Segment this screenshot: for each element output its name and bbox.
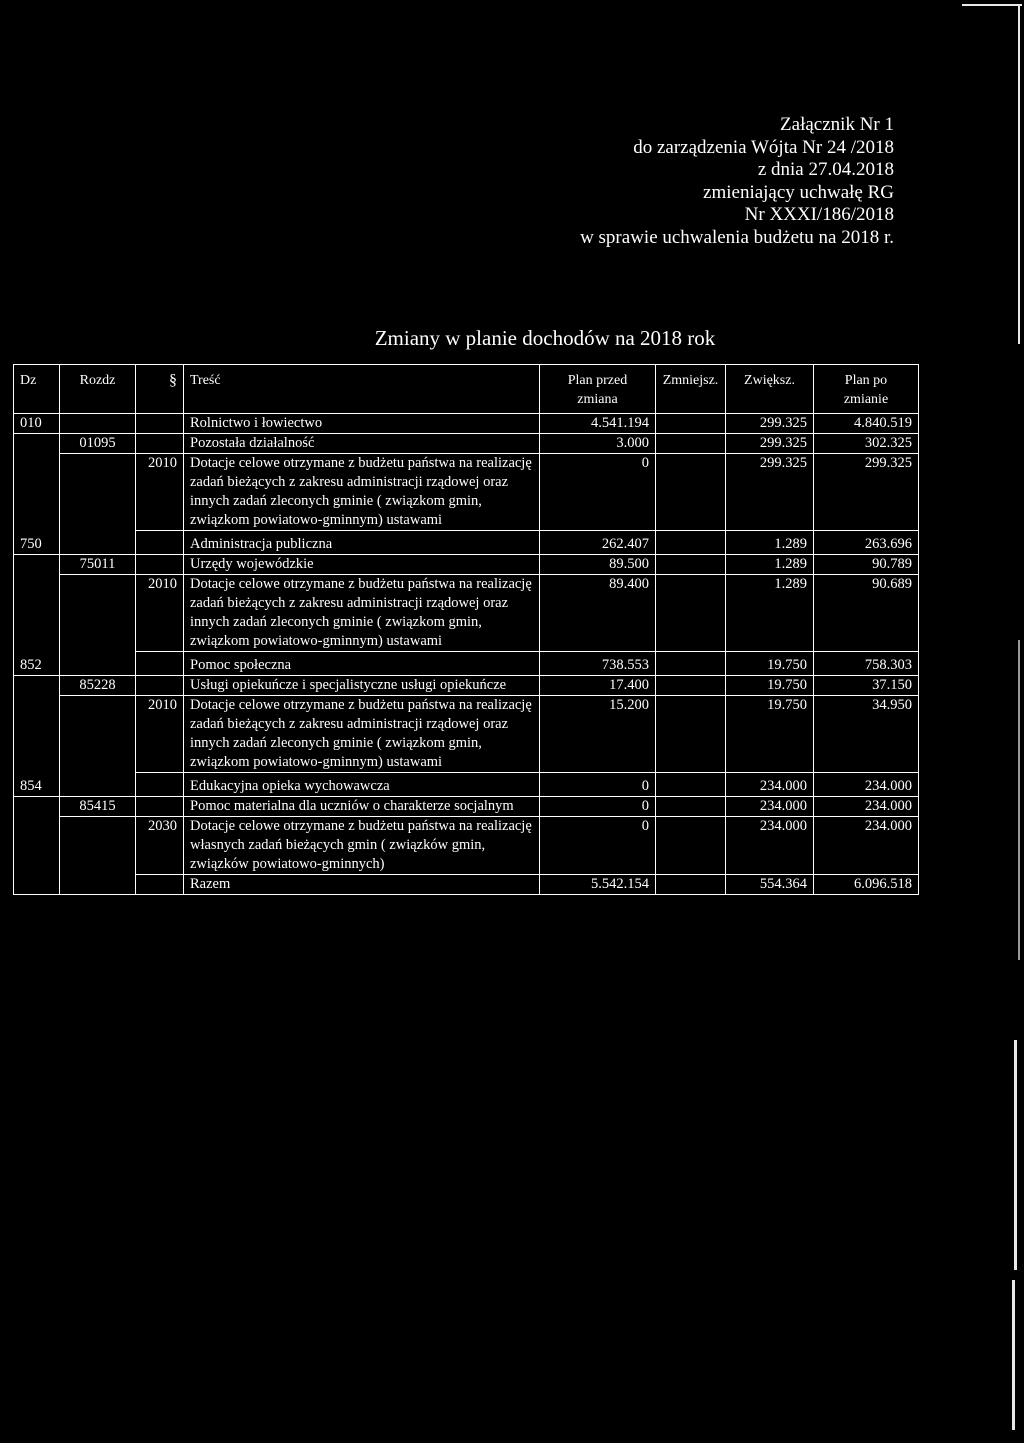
- cell-plan-after: 4.840.519: [814, 414, 919, 434]
- cell-tresc: Rolnictwo i łowiectwo: [184, 414, 540, 434]
- cell-plan-before: 17.400: [540, 676, 656, 696]
- cell-decrease: [656, 555, 726, 575]
- cell-dz: [14, 696, 60, 773]
- header-line: Nr XXXI/186/2018: [744, 204, 894, 225]
- cell-decrease: [656, 797, 726, 817]
- header-line: z dnia 27.04.2018: [757, 159, 894, 180]
- cell-dz: [14, 875, 60, 895]
- cell-paragraph: 2010: [136, 575, 184, 652]
- cell-tresc: Urzędy wojewódzkie: [184, 555, 540, 575]
- table-row: [14, 575, 919, 652]
- column-header-dz: Dz: [14, 365, 60, 414]
- cell-paragraph: [136, 434, 184, 454]
- table-row: [14, 414, 919, 434]
- cell-rozdz: [60, 531, 136, 555]
- table-row: [14, 676, 919, 696]
- cell-decrease: [656, 434, 726, 454]
- cell-dz: 750: [14, 531, 60, 555]
- cell-plan-before: 89.400: [540, 575, 656, 652]
- cell-rozdz: 85228: [60, 676, 136, 696]
- table-row: [14, 454, 919, 531]
- section-sign-icon: §: [169, 372, 177, 389]
- total-increase: 554.364: [726, 875, 814, 895]
- table-row: [14, 652, 919, 676]
- cell-rozdz: [60, 454, 136, 531]
- cell-dz: 854: [14, 773, 60, 797]
- cell-plan-before: 262.407: [540, 531, 656, 555]
- cell-plan-before: 738.553: [540, 652, 656, 676]
- total-plan-after: 6.096.518: [814, 875, 919, 895]
- cell-tresc: Dotacje celowe otrzymane z budżetu państwa na realizację zadań bieżących z zakresu administracji rządowej oraz innych zadań zleconych gminie ( związkom gmin, związkom powiatowo-gminnym) ustawami: [184, 454, 540, 531]
- cell-tresc: Dotacje celowe otrzymane z budżetu państwa na realizację zadań bieżących z zakresu administracji rządowej oraz innych zadań zleconych gminie ( związkom gmin, związkom powiatowo-gminnym) ustawami: [184, 696, 540, 773]
- column-header-rozdz: Rozdz: [60, 365, 136, 414]
- cell-rozdz: [60, 696, 136, 773]
- cell-paragraph: [136, 875, 184, 895]
- scan-edge-line: [1018, 640, 1020, 960]
- header-line: w sprawie uchwalenia budżetu na 2018 r.: [580, 226, 894, 248]
- cell-plan-after: 758.303: [814, 652, 919, 676]
- cell-paragraph: [136, 414, 184, 434]
- column-header-plan-after-line2: zmianie: [843, 392, 889, 407]
- column-header-decrease: Zmniejsz.: [656, 365, 726, 414]
- cell-plan-after: 34.950: [814, 696, 919, 773]
- cell-dz: [14, 676, 60, 696]
- table-row: [14, 797, 919, 817]
- cell-decrease: [656, 817, 726, 875]
- cell-plan-before: 0: [540, 797, 656, 817]
- cell-increase: 1.289: [726, 555, 814, 575]
- cell-dz: [14, 797, 60, 817]
- cell-plan-after: 37.150: [814, 676, 919, 696]
- cell-plan-after: 302.325: [814, 434, 919, 454]
- table-header-row: [14, 365, 919, 414]
- cell-paragraph: [136, 531, 184, 555]
- cell-paragraph: [136, 797, 184, 817]
- cell-plan-after: 234.000: [814, 797, 919, 817]
- scan-edge-line: [1012, 1280, 1015, 1430]
- cell-tresc: Dotacje celowe otrzymane z budżetu państwa na realizację własnych zadań bieżących gmin ( związków gmin, związków powiatowo-gminnych): [184, 817, 540, 875]
- column-header-paragraph: [136, 365, 184, 414]
- cell-rozdz: [60, 575, 136, 652]
- cell-decrease: [656, 414, 726, 434]
- column-header-increase: Zwiększ.: [726, 365, 814, 414]
- cell-plan-before: 4.541.194: [540, 414, 656, 434]
- scan-edge-line: [1014, 1040, 1017, 1270]
- total-decrease: [656, 875, 726, 895]
- cell-decrease: [656, 696, 726, 773]
- cell-plan-before: 89.500: [540, 555, 656, 575]
- cell-plan-before: 0: [540, 773, 656, 797]
- cell-increase: 19.750: [726, 652, 814, 676]
- cell-rozdz: [60, 773, 136, 797]
- cell-dz: [14, 434, 60, 454]
- cell-plan-after: 263.696: [814, 531, 919, 555]
- column-header-plan-after: [814, 365, 919, 414]
- column-header-plan-before: [540, 365, 656, 414]
- cell-decrease: [656, 454, 726, 531]
- header-line: Załącznik Nr 1: [780, 114, 894, 135]
- column-header-plan-after-line1: Plan po: [844, 373, 888, 388]
- total-plan-before: 5.542.154: [540, 875, 656, 895]
- column-header-plan-before-line1: Plan przed: [567, 373, 628, 388]
- cell-increase: 19.750: [726, 676, 814, 696]
- cell-rozdz: 75011: [60, 555, 136, 575]
- document-title: Zmiany w planie dochodów na 2018 rok: [374, 326, 716, 350]
- cell-rozdz: 01095: [60, 434, 136, 454]
- cell-plan-after: 234.000: [814, 773, 919, 797]
- cell-dz: [14, 555, 60, 575]
- cell-paragraph: [136, 676, 184, 696]
- cell-plan-before: 15.200: [540, 696, 656, 773]
- cell-dz: [14, 817, 60, 875]
- cell-paragraph: 2010: [136, 454, 184, 531]
- cell-rozdz: [60, 817, 136, 875]
- table-row: [14, 434, 919, 454]
- cell-dz: [14, 575, 60, 652]
- cell-plan-after: 90.789: [814, 555, 919, 575]
- column-header-plan-before-line2: zmiana: [577, 392, 618, 407]
- cell-plan-after: 234.000: [814, 817, 919, 875]
- cell-increase: 234.000: [726, 797, 814, 817]
- table-row: [14, 773, 919, 797]
- cell-tresc: Pomoc społeczna: [184, 652, 540, 676]
- cell-tresc: Dotacje celowe otrzymane z budżetu państwa na realizację zadań bieżących z zakresu administracji rządowej oraz innych zadań zleconych gminie ( związkom gmin, związkom powiatowo-gminnym) ustawami: [184, 575, 540, 652]
- cell-tresc: Pozostała działalność: [184, 434, 540, 454]
- cell-rozdz: [60, 652, 136, 676]
- cell-paragraph: 2010: [136, 696, 184, 773]
- cell-increase: 19.750: [726, 696, 814, 773]
- cell-plan-after: 90.689: [814, 575, 919, 652]
- cell-dz: [14, 454, 60, 531]
- cell-increase: 299.325: [726, 414, 814, 434]
- total-row: [14, 875, 919, 895]
- cell-tresc: Usługi opiekuńcze i specjalistyczne usługi opiekuńcze: [184, 676, 540, 696]
- cell-plan-before: 3.000: [540, 434, 656, 454]
- cell-decrease: [656, 676, 726, 696]
- budget-changes-table: [13, 364, 919, 895]
- header-line: zmieniający uchwałę RG: [703, 181, 894, 203]
- attachment-header: [94, 114, 894, 249]
- column-header-tresc: Treść: [184, 365, 540, 414]
- cell-plan-before: 0: [540, 454, 656, 531]
- cell-paragraph: 2030: [136, 817, 184, 875]
- total-label: Razem: [184, 875, 540, 895]
- cell-tresc: Pomoc materialna dla uczniów o charakterze socjalnym: [184, 797, 540, 817]
- scan-edge-line: [962, 4, 1022, 6]
- cell-tresc: Edukacyjna opieka wychowawcza: [184, 773, 540, 797]
- scan-edge-line: [1018, 4, 1020, 344]
- cell-paragraph: [136, 555, 184, 575]
- cell-dz: 852: [14, 652, 60, 676]
- cell-increase: 1.289: [726, 531, 814, 555]
- cell-increase: 234.000: [726, 817, 814, 875]
- cell-decrease: [656, 652, 726, 676]
- cell-increase: 299.325: [726, 434, 814, 454]
- cell-paragraph: [136, 773, 184, 797]
- cell-decrease: [656, 575, 726, 652]
- cell-rozdz: [60, 414, 136, 434]
- cell-increase: 234.000: [726, 773, 814, 797]
- cell-decrease: [656, 531, 726, 555]
- table-row: [14, 817, 919, 875]
- cell-rozdz: 85415: [60, 797, 136, 817]
- table-row: [14, 531, 919, 555]
- header-line: do zarządzenia Wójta Nr 24 /2018: [633, 136, 894, 158]
- table-row: [14, 696, 919, 773]
- cell-increase: 1.289: [726, 575, 814, 652]
- cell-paragraph: [136, 652, 184, 676]
- cell-dz: 010: [14, 414, 60, 434]
- cell-plan-after: 299.325: [814, 454, 919, 531]
- cell-decrease: [656, 773, 726, 797]
- cell-tresc: Administracja publiczna: [184, 531, 540, 555]
- table-row: [14, 555, 919, 575]
- cell-increase: 299.325: [726, 454, 814, 531]
- cell-plan-before: 0: [540, 817, 656, 875]
- cell-rozdz: [60, 875, 136, 895]
